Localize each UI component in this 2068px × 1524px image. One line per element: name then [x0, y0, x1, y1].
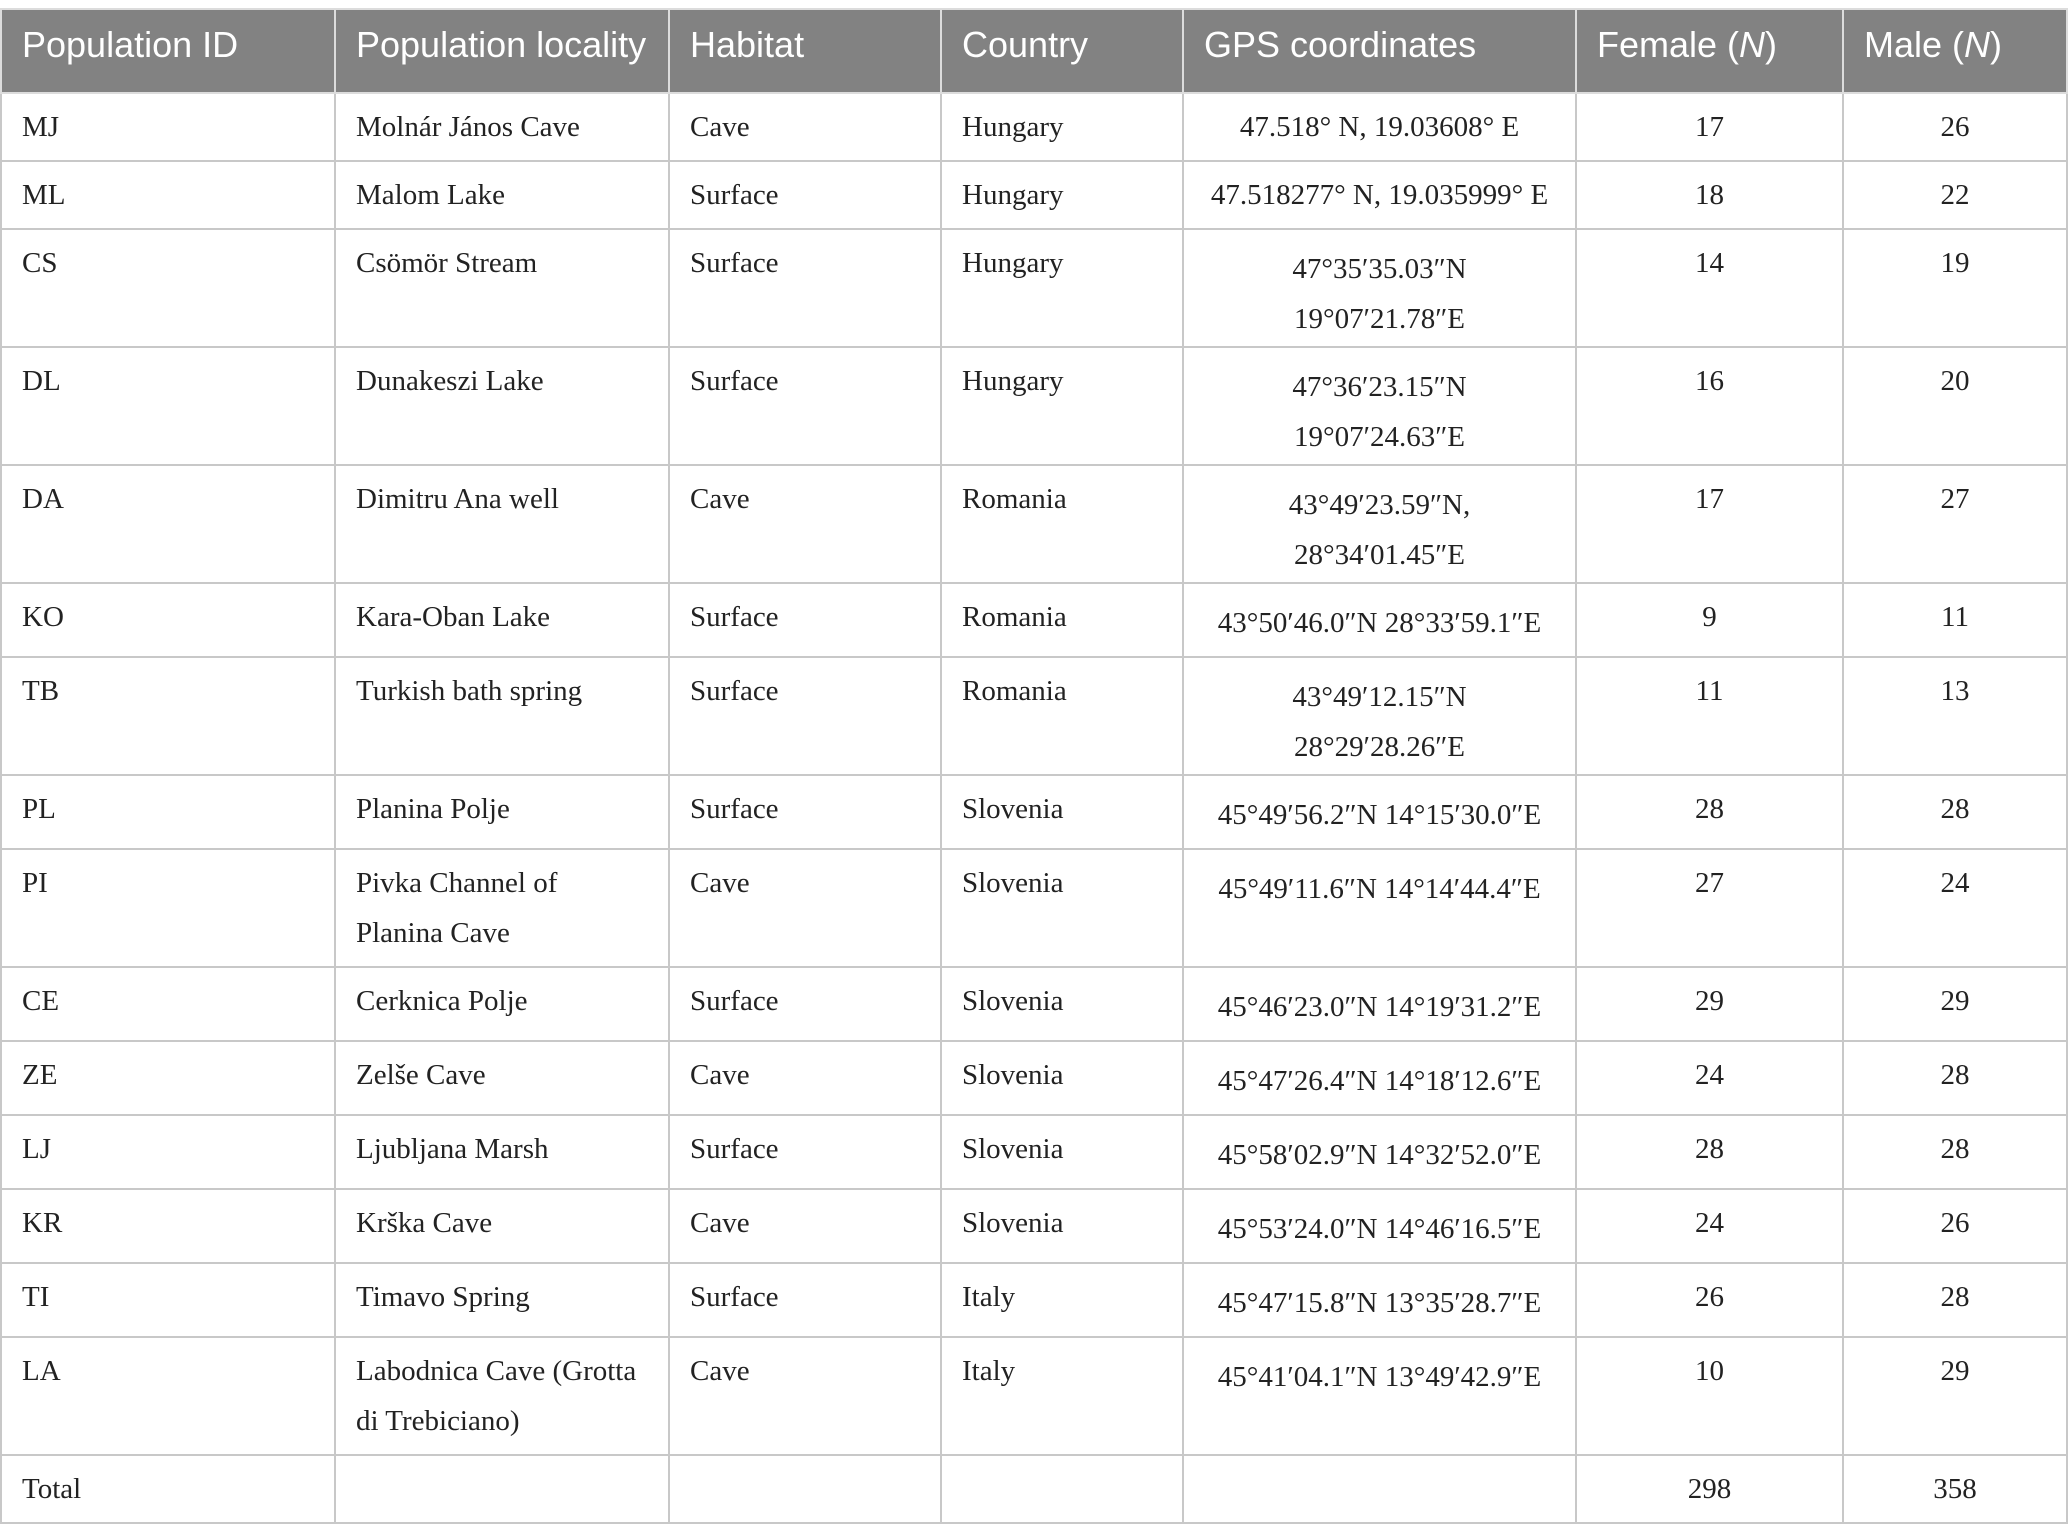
male-count-cell: 20	[1843, 347, 2067, 465]
female-count-cell: 28	[1576, 1115, 1843, 1189]
habitat-cell: Surface	[669, 161, 941, 229]
population-id-cell: ZE	[1, 1041, 335, 1115]
population-id-cell: PI	[1, 849, 335, 967]
empty-cell	[1183, 1455, 1576, 1523]
header-male-n-symbol: N	[1964, 24, 1991, 65]
male-count-cell: 26	[1843, 93, 2067, 161]
table-row	[1, 347, 2067, 465]
population-id-cell: TI	[1, 1263, 335, 1337]
locality-cell: Turkish bath spring	[335, 657, 669, 775]
table-row	[1, 1115, 2067, 1189]
header-population-locality: Population locality	[335, 9, 669, 93]
locality-cell: Dimitru Ana well	[335, 465, 669, 583]
locality-cell: Pivka Channel of Planina Cave	[335, 849, 669, 967]
country-cell: Slovenia	[941, 849, 1183, 967]
table-row	[1, 1337, 2067, 1455]
gps-cell: 47.518277° N, 19.035999° E	[1183, 161, 1576, 229]
population-id-cell: CS	[1, 229, 335, 347]
header-male-n	[1843, 9, 2067, 93]
population-id-cell: LA	[1, 1337, 335, 1455]
locality-cell: Csömör Stream	[335, 229, 669, 347]
male-count-cell: 28	[1843, 1041, 2067, 1115]
gps-cell: 45°47′26.4″N 14°18′12.6″E	[1183, 1041, 1576, 1115]
header-row	[1, 9, 2067, 93]
locality-cell: Krška Cave	[335, 1189, 669, 1263]
gps-cell: 47.518° N, 19.03608° E	[1183, 93, 1576, 161]
header-country: Country	[941, 9, 1183, 93]
country-cell: Romania	[941, 465, 1183, 583]
habitat-cell: Surface	[669, 347, 941, 465]
locality-cell: Kara-Oban Lake	[335, 583, 669, 657]
male-count-cell: 28	[1843, 1115, 2067, 1189]
population-id-cell: TB	[1, 657, 335, 775]
gps-cell: 45°53′24.0″N 14°46′16.5″E	[1183, 1189, 1576, 1263]
habitat-cell: Cave	[669, 1189, 941, 1263]
population-id-cell: CE	[1, 967, 335, 1041]
gps-cell: 43°50′46.0″N 28°33′59.1″E	[1183, 583, 1576, 657]
habitat-cell: Cave	[669, 1337, 941, 1455]
gps-cell: 43°49′23.59″N, 28°34′01.45″E	[1183, 465, 1576, 583]
female-count-cell: 9	[1576, 583, 1843, 657]
population-id-cell: KR	[1, 1189, 335, 1263]
locality-cell: Ljubljana Marsh	[335, 1115, 669, 1189]
habitat-cell: Cave	[669, 465, 941, 583]
total-label-cell: Total	[1, 1455, 335, 1523]
gps-cell: 43°49′12.15″N 28°29′28.26″E	[1183, 657, 1576, 775]
locality-cell: Labodnica Cave (Grotta di Trebiciano)	[335, 1337, 669, 1455]
total-row	[1, 1455, 2067, 1523]
female-count-cell: 24	[1576, 1189, 1843, 1263]
empty-cell	[669, 1455, 941, 1523]
locality-cell: Cerknica Polje	[335, 967, 669, 1041]
male-count-cell: 29	[1843, 1337, 2067, 1455]
gps-cell: 47°35′35.03″N 19°07′21.78″E	[1183, 229, 1576, 347]
female-count-cell: 29	[1576, 967, 1843, 1041]
habitat-cell: Cave	[669, 1041, 941, 1115]
gps-cell: 45°49′56.2″N 14°15′30.0″E	[1183, 775, 1576, 849]
table-row	[1, 465, 2067, 583]
header-gps-coordinates: GPS coordinates	[1183, 9, 1576, 93]
male-count-cell: 26	[1843, 1189, 2067, 1263]
male-count-cell: 27	[1843, 465, 2067, 583]
locality-cell: Zelše Cave	[335, 1041, 669, 1115]
country-cell: Slovenia	[941, 1041, 1183, 1115]
population-table	[0, 8, 2068, 1524]
table-row	[1, 1263, 2067, 1337]
gps-cell: 45°58′02.9″N 14°32′52.0″E	[1183, 1115, 1576, 1189]
habitat-cell: Surface	[669, 775, 941, 849]
habitat-cell: Cave	[669, 93, 941, 161]
male-count-cell: 24	[1843, 849, 2067, 967]
table-row	[1, 1041, 2067, 1115]
table-row	[1, 229, 2067, 347]
female-count-cell: 24	[1576, 1041, 1843, 1115]
country-cell: Slovenia	[941, 775, 1183, 849]
table-row	[1, 775, 2067, 849]
habitat-cell: Surface	[669, 1115, 941, 1189]
total-male-cell: 358	[1843, 1455, 2067, 1523]
country-cell: Hungary	[941, 347, 1183, 465]
female-count-cell: 17	[1576, 93, 1843, 161]
header-female-suffix: )	[1765, 24, 1778, 65]
habitat-cell: Surface	[669, 967, 941, 1041]
female-count-cell: 28	[1576, 775, 1843, 849]
locality-cell: Timavo Spring	[335, 1263, 669, 1337]
female-count-cell: 10	[1576, 1337, 1843, 1455]
country-cell: Hungary	[941, 161, 1183, 229]
male-count-cell: 28	[1843, 1263, 2067, 1337]
female-count-cell: 18	[1576, 161, 1843, 229]
population-id-cell: DA	[1, 465, 335, 583]
female-count-cell: 17	[1576, 465, 1843, 583]
habitat-cell: Surface	[669, 229, 941, 347]
male-count-cell: 13	[1843, 657, 2067, 775]
header-female-n	[1576, 9, 1843, 93]
country-cell: Romania	[941, 657, 1183, 775]
population-id-cell: LJ	[1, 1115, 335, 1189]
empty-cell	[941, 1455, 1183, 1523]
locality-cell: Planina Polje	[335, 775, 669, 849]
table-row	[1, 1189, 2067, 1263]
country-cell: Slovenia	[941, 1115, 1183, 1189]
locality-cell: Dunakeszi Lake	[335, 347, 669, 465]
locality-cell: Molnár János Cave	[335, 93, 669, 161]
table-row	[1, 93, 2067, 161]
table-row	[1, 161, 2067, 229]
table-row	[1, 849, 2067, 967]
locality-cell: Malom Lake	[335, 161, 669, 229]
habitat-cell: Surface	[669, 1263, 941, 1337]
gps-cell: 45°47′15.8″N 13°35′28.7″E	[1183, 1263, 1576, 1337]
table-body	[1, 93, 2067, 1523]
header-male-prefix: Male (	[1864, 24, 1965, 65]
female-count-cell: 11	[1576, 657, 1843, 775]
male-count-cell: 22	[1843, 161, 2067, 229]
header-female-prefix: Female (	[1597, 24, 1740, 65]
gps-cell: 45°41′04.1″N 13°49′42.9″E	[1183, 1337, 1576, 1455]
female-count-cell: 14	[1576, 229, 1843, 347]
gps-cell: 45°49′11.6″N 14°14′44.4″E	[1183, 849, 1576, 967]
gps-cell: 47°36′23.15″N 19°07′24.63″E	[1183, 347, 1576, 465]
population-id-cell: DL	[1, 347, 335, 465]
habitat-cell: Cave	[669, 849, 941, 967]
table-row	[1, 967, 2067, 1041]
gps-cell: 45°46′23.0″N 14°19′31.2″E	[1183, 967, 1576, 1041]
header-male-suffix: )	[1990, 24, 2003, 65]
empty-cell	[335, 1455, 669, 1523]
header-female-n-symbol: N	[1739, 24, 1766, 65]
table-row	[1, 583, 2067, 657]
female-count-cell: 16	[1576, 347, 1843, 465]
country-cell: Slovenia	[941, 967, 1183, 1041]
country-cell: Italy	[941, 1263, 1183, 1337]
female-count-cell: 27	[1576, 849, 1843, 967]
country-cell: Hungary	[941, 93, 1183, 161]
header-population-id: Population ID	[1, 9, 335, 93]
male-count-cell: 19	[1843, 229, 2067, 347]
country-cell: Hungary	[941, 229, 1183, 347]
population-id-cell: ML	[1, 161, 335, 229]
male-count-cell: 28	[1843, 775, 2067, 849]
habitat-cell: Surface	[669, 657, 941, 775]
country-cell: Italy	[941, 1337, 1183, 1455]
population-id-cell: KO	[1, 583, 335, 657]
male-count-cell: 11	[1843, 583, 2067, 657]
female-count-cell: 26	[1576, 1263, 1843, 1337]
country-cell: Romania	[941, 583, 1183, 657]
country-cell: Slovenia	[941, 1189, 1183, 1263]
table-row	[1, 657, 2067, 775]
population-id-cell: MJ	[1, 93, 335, 161]
header-habitat: Habitat	[669, 9, 941, 93]
male-count-cell: 29	[1843, 967, 2067, 1041]
habitat-cell: Surface	[669, 583, 941, 657]
total-female-cell: 298	[1576, 1455, 1843, 1523]
population-id-cell: PL	[1, 775, 335, 849]
